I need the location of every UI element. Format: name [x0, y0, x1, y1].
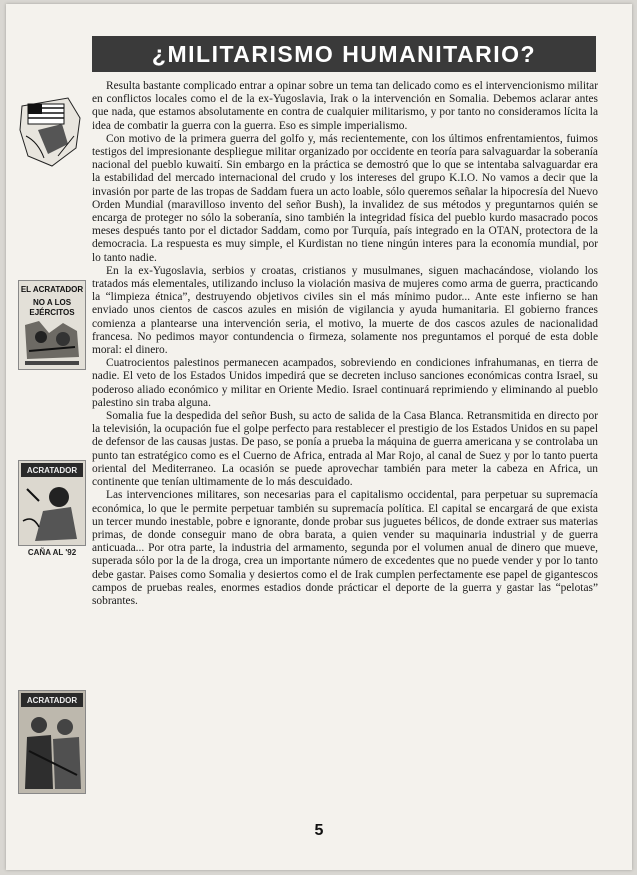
article-paragraph: Somalia fue la despedida del señor Bush, su acto de salida de la Casa Blanca. Retransmitida en directo por la televisión, la ocupación fue el golpe perfecto para restablecer el prestigio de los Estados Unidos en su papel de defensor de las causas justas. De paso, se ponía a prueba la máquina de guerra americana y se controlaba un punto tan estratégico como es el Cuerno de Africa, entrada al Mar Rojo, al canal de Suez y por lo tanto puerta oriental del Mediterraneo. La ocasión se puede aprovechar también para meter la cabeza en Africa, un continente que tenían ultimamente de lo más descuidado.	[92, 410, 598, 489]
article-paragraph: Con motivo de la primera guerra del golfo y, más recientemente, con los últimos enfrentamientos, fuimos testigos del impresionante despliegue militar organizado por occidente en teoría para salvaguardar la soberanía nacional del pueblo kuwaití. Sin embargo en la práctica se demostró que lo que se intentaba salvaguardar era la estabilidad del mercado internacional del crudo y los intereses del grupo K.I.O. No vamos a decir que la invasión por parte de las tropas de Saddam fuera un acto loable, sólo queremos señalar la hipocresía del Nuevo Orden Mundial (maravilloso invento del señor Bush), la invalidez de sus métodos y preguntarnos quién se encarga de proteger no sólo la soberanía, sino también la integridad física del pueblo kurdo masacrado pocos meses después tanto por el dictador Saddam, como por Turquía, país integrado en la OTAN, protectora de la democracia. La respuesta es muy simple, el Kurdistan no tiene ningún interes para la economía mundial, por lo tanto nadie.	[92, 132, 598, 264]
illustration-label: ACRATADOR	[26, 466, 78, 475]
article-paragraph: En la ex-Yugoslavia, serbios y croatas, cristianos y musulmanes, siguen machacándose, violando los tratados más elementales, utilizando incluso la violación masiva de mujeres como arma de guerra, practicando la “limpieza étnica”, destruyendo objetivos civiles sin el más mínimo pudor... Ante este infierno se han enviado unos cientos de cascos azules en misión de vigilancia y ayuda humanitaria. El gobierno frances comienza a plantearse una intervención seria, el motivo, la muerte de dos cascos azules de nacionalidad francesa. No pedimos mayor contundencia o firmeza, solamente nos preguntamos el porqué de esta doble moral: el dinero.	[92, 264, 598, 357]
illustration-acratador-figure	[18, 460, 86, 546]
illustration-label: NO A LOS	[32, 298, 72, 307]
illustration-label: EJÉRCITOS	[29, 308, 75, 317]
article-paragraph: Resulta bastante complicado entrar a opinar sobre un tema tan delicado como es el intervencionismo militar en conflictos locales como el de la ex-Yugoslavia, Irak o la intervención en Somalia. Debemos aclarar antes que nada, que estamos absolutamente en contra de cualquier militarismo, y por tanto no consideramos lícita la idea de combatir la guerra con la guerra. Eso es simple imperialismo.	[92, 80, 598, 132]
illustration-acratador-cover	[18, 280, 86, 370]
illustration-acratador-soldiers	[18, 690, 86, 794]
article-body	[92, 80, 598, 608]
article-paragraph: Cuatrocientos palestinos permanecen acampados, sobreviendo en condiciones infrahumanas, en tierra de nadie. El veto de los Estados Unidos impedirá que se decreten incluso sanciones económicas contra Israel, su poderoso aliado económico y militar en Oriente Medio. Israel continuará reprimiendo y eliminando al pueblo palestino sin traba alguna.	[92, 357, 598, 409]
article-paragraph: Las intervenciones militares, son necesarias para el capitalismo occidental, para perpetuar su supremacía económica, lo que le permite perpetuar también su supremacía política. El capital se encargará de que exista un tercer mundo inestable, pobre e ignorante, donde probar sus juguetes bélicos, de donde extraer sus materias primas, de donde conseguir mano de obra barata, a quien vender su maquinaria industrial y de guerra anticuada... Por otra parte, la industria del armamento, segunda por el volumen anual de dinero que mueve, superada sólo por la de la droga, crea un importante número de excedentes que no puede vender y por lo tanto debe gastar. Paises como Somalia y desiertos como el de Irak cumplen perfectamente ese papel de gigantescos campos de pruebas reales, enormes estadios donde prácticar el deporte de la guerra y gastar las “pelotas” sobrantes.	[92, 489, 598, 607]
illustration-label: ACRATADOR	[26, 696, 78, 705]
page-number: 5	[314, 822, 324, 839]
illustration-caption: CAÑA AL '92	[27, 548, 77, 557]
illustration-flag-map	[18, 96, 84, 170]
title-banner	[92, 36, 596, 72]
page-title: ¿MILITARISMO HUMANITARIO?	[151, 40, 537, 67]
illustration-label: EL ACRATADOR	[20, 285, 84, 294]
document-page	[6, 4, 632, 870]
